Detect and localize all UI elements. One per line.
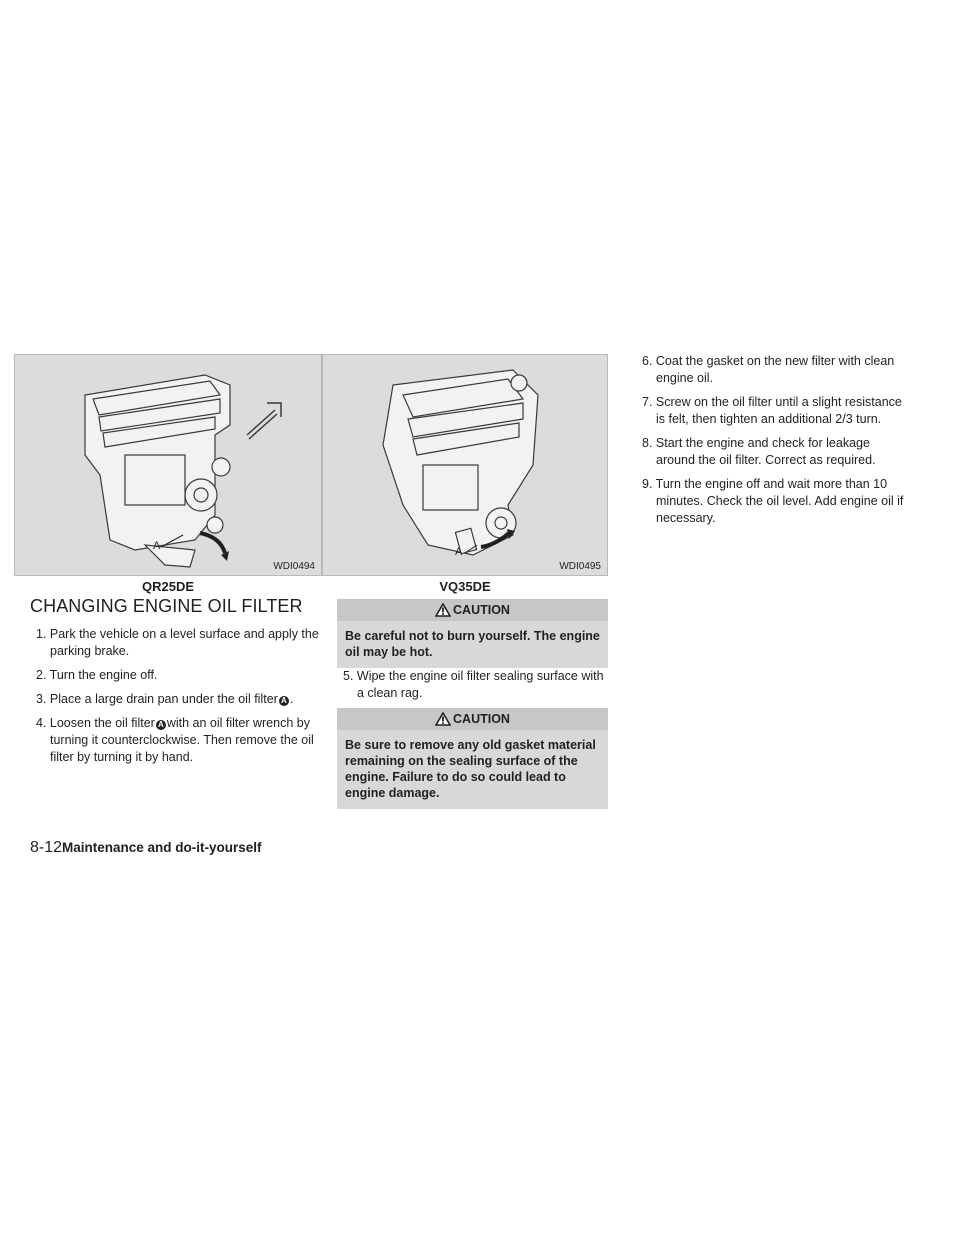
caution-title: CAUTION [453, 712, 510, 726]
page-footer [30, 839, 262, 857]
steps-list-right [636, 353, 908, 534]
caution-title: CAUTION [453, 603, 510, 617]
caution-header [337, 708, 608, 730]
list-item: 7. Screw on the oil filter until a slight resistance is felt, then tighten an additional 2/3 turn. [642, 395, 902, 426]
figure-caption: VQ35DE [439, 579, 491, 594]
warning-triangle-icon [435, 603, 451, 617]
figure-qr25de [14, 354, 322, 576]
steps-list-left [30, 626, 322, 773]
callout-a-icon: A [279, 696, 289, 706]
caution-box [337, 599, 608, 668]
figure-callout-a: A [455, 546, 463, 558]
figure-code: WDI0495 [559, 561, 601, 572]
list-item: 6. Coat the gasket on the new filter with clean engine oil. [642, 354, 895, 385]
section-title: CHANGING ENGINE OIL FILTER [30, 596, 303, 616]
figure-vq35de [322, 354, 608, 576]
list-item: 9. Turn the engine off and wait more than 10 minutes. Check the oil level. Add engine oil if necessary. [642, 477, 904, 525]
caution-header [337, 599, 608, 621]
step-text: 4. Loosen the oil filter [36, 716, 155, 730]
list-item: 8. Start the engine and check for leakage around the oil filter. Correct as required. [642, 436, 876, 467]
callout-a-icon: A [156, 720, 166, 730]
section-name: Maintenance and do-it-yourself [62, 840, 262, 855]
figure-callout-a: A [153, 540, 161, 552]
list-item [30, 715, 322, 766]
step-text: with an oil filter wrench by turning it counterclockwise. Then remove the oil filter by turning it by hand. [50, 716, 314, 764]
step-text: . [289, 692, 294, 706]
page-number: 8-12 [30, 839, 63, 856]
warning-triangle-icon [435, 712, 451, 726]
caution-text: Be careful not to burn yourself. The engine oil may be hot. [345, 629, 600, 659]
list-item: 2. Turn the engine off. [36, 668, 158, 682]
figure-caption: QR25DE [141, 579, 195, 594]
figure-code: WDI0494 [273, 561, 315, 572]
list-item [30, 691, 322, 708]
caution-box [337, 708, 608, 809]
engine-vq35de-illustration [323, 355, 609, 577]
engine-qr25de-illustration [15, 355, 323, 577]
list-item: 1. Park the vehicle on a level surface and apply the parking brake. [36, 627, 319, 658]
steps-list-mid [337, 668, 608, 709]
step-text: 3. Place a large drain pan under the oil filter [36, 692, 278, 706]
list-item: 5. Wipe the engine oil filter sealing surface with a clean rag. [343, 669, 604, 700]
caution-text: Be sure to remove any old gasket material remaining on the sealing surface of the engine. Failure to do so could lead to engine damage. [345, 738, 596, 800]
